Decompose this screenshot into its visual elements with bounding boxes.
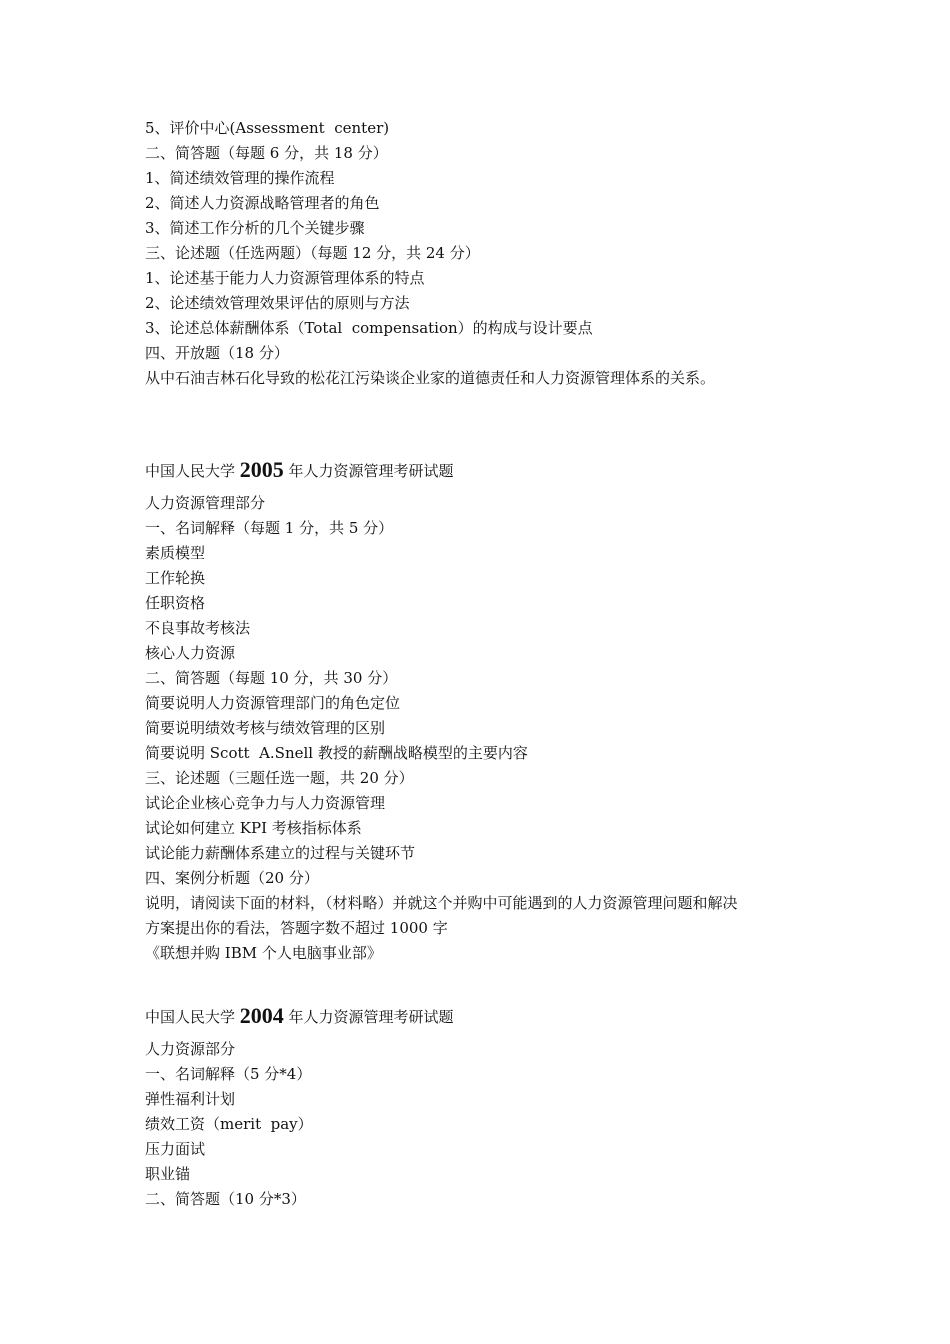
text-line: 简要说明 Scott A.Snell 教授的薪酬战略模型的主要内容 [145, 744, 528, 762]
text-line: 简要说明绩效考核与绩效管理的区别 [145, 719, 386, 737]
text-line: 核心人力资源 [145, 644, 236, 662]
text-line: 人力资源管理部分 [145, 494, 266, 512]
title-prefix: 中国人民大学 [145, 462, 240, 480]
text-line: 二、简答题（每题 6 分，共 18 分） [145, 144, 388, 162]
exam-2005-section [145, 450, 830, 966]
text-line: 试论企业核心竞争力与人力资源管理 [145, 794, 386, 812]
text-line: 二、简答题（10 分*3） [145, 1190, 306, 1208]
text-line: 职业锚 [145, 1165, 191, 1183]
title-year: 2004 [239, 1003, 284, 1028]
text-line: 3、简述工作分析的几个关键步骤 [145, 219, 365, 237]
text-line: 说明，请阅读下面的材料，（材料略）并就这个并购中可能遇到的人力资源管理问题和解决 [145, 894, 738, 912]
text-line: 二、简答题（每题 10 分，共 30 分） [145, 669, 398, 687]
text-line: 任职资格 [145, 594, 206, 612]
text-line: 人力资源部分 [145, 1040, 236, 1058]
exam-title-2005 [145, 450, 830, 491]
title-suffix: 年人力资源管理考研试题 [283, 462, 454, 480]
text-line: 弹性福利计划 [145, 1090, 236, 1108]
text-line: 《联想并购 IBM 个人电脑事业部》 [145, 944, 382, 962]
text-line: 2、论述绩效管理效果评估的原则与方法 [145, 294, 410, 312]
text-line: 一、名词解释（每题 1 分，共 5 分） [145, 519, 394, 537]
text-line: 2、简述人力资源战略管理者的角色 [145, 194, 380, 212]
text-line: 三、论述题（三题任选一题，共 20 分） [145, 769, 414, 787]
exam-section-continued [145, 116, 830, 391]
text-line: 素质模型 [145, 544, 206, 562]
text-line: 5、评价中心(Assessment center) [145, 119, 390, 137]
text-line: 四、案例分析题（20 分） [145, 869, 319, 887]
text-line: 不良事故考核法 [145, 619, 251, 637]
title-suffix: 年人力资源管理考研试题 [283, 1008, 454, 1026]
text-line: 方案提出你的看法，答题字数不超过 1000 字 [145, 919, 448, 937]
text-line: 压力面试 [145, 1140, 206, 1158]
text-line: 一、名词解释（5 分*4） [145, 1065, 312, 1083]
text-line: 1、简述绩效管理的操作流程 [145, 169, 335, 187]
title-prefix: 中国人民大学 [145, 1008, 240, 1026]
text-line: 简要说明人力资源管理部门的角色定位 [145, 694, 401, 712]
text-line: 试论能力薪酬体系建立的过程与关键环节 [145, 844, 416, 862]
title-year: 2005 [239, 457, 284, 482]
exam-title-2004 [145, 996, 830, 1037]
text-line: 3、论述总体薪酬体系（Total compensation）的构成与设计要点 [145, 319, 593, 337]
text-line: 三、论述题（任选两题）（每题 12 分，共 24 分） [145, 244, 480, 262]
text-line: 试论如何建立 KPI 考核指标体系 [145, 819, 362, 837]
text-line: 绩效工资（merit pay） [145, 1115, 313, 1133]
text-line: 四、开放题（18 分） [145, 344, 289, 362]
text-line: 工作轮换 [145, 569, 206, 587]
text-line: 1、论述基于能力人力资源管理体系的特点 [145, 269, 425, 287]
text-line: 从中石油吉林石化导致的松花江污染谈企业家的道德责任和人力资源管理体系的关系。 [145, 369, 716, 387]
exam-2004-section [145, 996, 830, 1212]
